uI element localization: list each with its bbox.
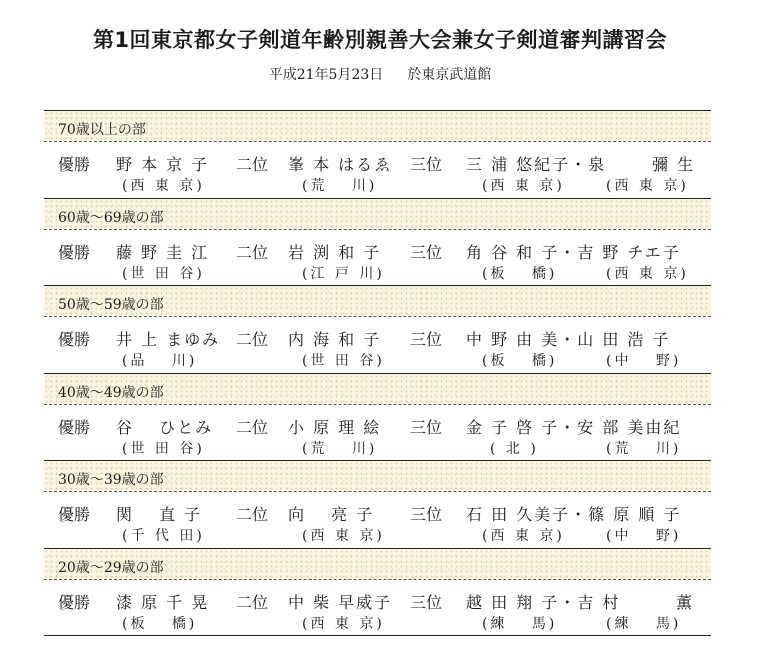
third-prefecture-2: (中 野) <box>606 528 682 544</box>
rank-second-label: 二位 <box>236 505 269 524</box>
page-title: 第1回東京都女子剣道年齢別親善大会兼女子剣道審判講習会 <box>92 28 668 52</box>
rank-third-label: 三位 <box>410 155 443 174</box>
divider <box>44 316 711 317</box>
divider <box>44 141 711 142</box>
results-table <box>44 110 711 636</box>
event-venue: 於東京武道館 <box>407 67 492 83</box>
winner-prefecture: (世 田 谷) <box>122 265 205 282</box>
third-prefecture-1: (西 東 京) <box>482 178 565 194</box>
third-names: 金 子 啓 子・安 部 美由紀 <box>466 417 682 437</box>
third-prefecture-2: (中 野) <box>606 353 682 369</box>
winner-prefecture: (品 川) <box>122 353 198 369</box>
third-prefecture-1: ( 北 ) <box>490 440 539 457</box>
division-40-49 <box>44 374 711 462</box>
second-name: 中 柴 早威子 <box>288 592 393 612</box>
rank-first-label: 優勝 <box>58 417 91 437</box>
second-prefecture: (世 田 谷) <box>302 353 385 369</box>
winner-name: 藤 野 圭 江 <box>116 242 210 262</box>
second-prefecture: (荒 川) <box>302 178 378 194</box>
division-label: 40歳～49歳の部 <box>58 384 164 401</box>
rank-second-label: 二位 <box>236 592 269 612</box>
rank-third-label: 三位 <box>410 592 443 612</box>
rank-second-label: 二位 <box>236 417 269 437</box>
third-names: 角 谷 和 子・吉 野 チエ子 <box>466 242 681 262</box>
winner-name: 漆 原 千 晃 <box>116 592 210 612</box>
third-names: 越 田 翔 子・吉 村 <box>466 592 621 612</box>
second-prefecture: (荒 川) <box>302 440 378 457</box>
rank-first-label: 優勝 <box>58 330 91 349</box>
second-name: 岩 渕 和 子 <box>288 242 382 262</box>
winner-prefecture: (西 東 京) <box>122 178 205 194</box>
third-prefecture-2: (練 馬) <box>606 615 682 632</box>
winner-name: 野 本 京 子 <box>116 155 210 174</box>
division-30-39 <box>44 461 711 549</box>
third-prefecture-2: (西 東 京) <box>606 265 689 282</box>
divider <box>44 579 711 580</box>
winner-prefecture: (千 代 田) <box>122 528 205 544</box>
third-prefecture-1: (西 東 京) <box>482 528 565 544</box>
winner-prefecture: (板 橋) <box>122 615 198 632</box>
second-name: 内 海 和 子 <box>288 330 382 349</box>
divider <box>44 491 711 492</box>
rank-second-label: 二位 <box>236 155 269 174</box>
rank-first-label: 優勝 <box>58 242 91 262</box>
second-name: 向 亮 子 <box>288 505 375 524</box>
rank-first-label: 優勝 <box>58 592 91 612</box>
third-names: 中 野 由 美・山 田 浩 子 <box>466 330 671 349</box>
winner-name: 谷 ひとみ <box>116 417 214 437</box>
rank-third-label: 三位 <box>410 330 443 349</box>
divider <box>44 229 711 230</box>
rank-third-label: 三位 <box>410 417 443 437</box>
third-name-extra: 彌 生 <box>652 155 696 174</box>
third-prefecture-1: (板 橋) <box>482 265 558 282</box>
division-label: 20歳～29歳の部 <box>58 559 164 576</box>
division-label: 30歳～39歳の部 <box>58 472 164 488</box>
division-20-29 <box>44 549 711 637</box>
third-prefecture-2: (西 東 京) <box>606 178 689 194</box>
divider <box>44 404 711 405</box>
rank-third-label: 三位 <box>410 505 443 524</box>
division-70-plus <box>44 111 711 199</box>
third-name-extra: 薫 <box>676 592 695 612</box>
rank-third-label: 三位 <box>410 242 443 262</box>
division-label: 60歳～69歳の部 <box>58 209 164 226</box>
rank-first-label: 優勝 <box>58 155 91 174</box>
second-prefecture: (西 東 京) <box>302 615 385 632</box>
winner-prefecture: (世 田 谷) <box>122 440 205 457</box>
event-info <box>0 64 760 84</box>
second-prefecture: (西 東 京) <box>302 528 385 544</box>
third-prefecture-1: (板 橋) <box>482 353 558 369</box>
rank-second-label: 二位 <box>236 330 269 349</box>
second-prefecture: (江 戸 川) <box>302 265 385 282</box>
rank-first-label: 優勝 <box>58 505 91 524</box>
rank-second-label: 二位 <box>236 242 269 262</box>
third-prefecture-2: (荒 川) <box>606 440 682 457</box>
division-label: 50歳～59歳の部 <box>58 297 164 313</box>
third-names: 石 田 久美子・篠 原 順 子 <box>466 505 682 524</box>
division-label: 70歳以上の部 <box>58 122 146 138</box>
second-name: 峯 本 はるゑ <box>288 155 393 174</box>
division-50-59 <box>44 286 711 374</box>
second-name: 小 原 理 絵 <box>288 417 382 437</box>
third-prefecture-1: (練 馬) <box>482 615 558 632</box>
third-names: 三 浦 悠紀子・泉 <box>466 155 607 174</box>
winner-name: 井 上 まゆみ <box>116 330 221 349</box>
winner-name: 関 直 子 <box>116 505 203 524</box>
event-date: 平成21年5月23日 <box>268 67 384 83</box>
division-60-69 <box>44 199 711 287</box>
